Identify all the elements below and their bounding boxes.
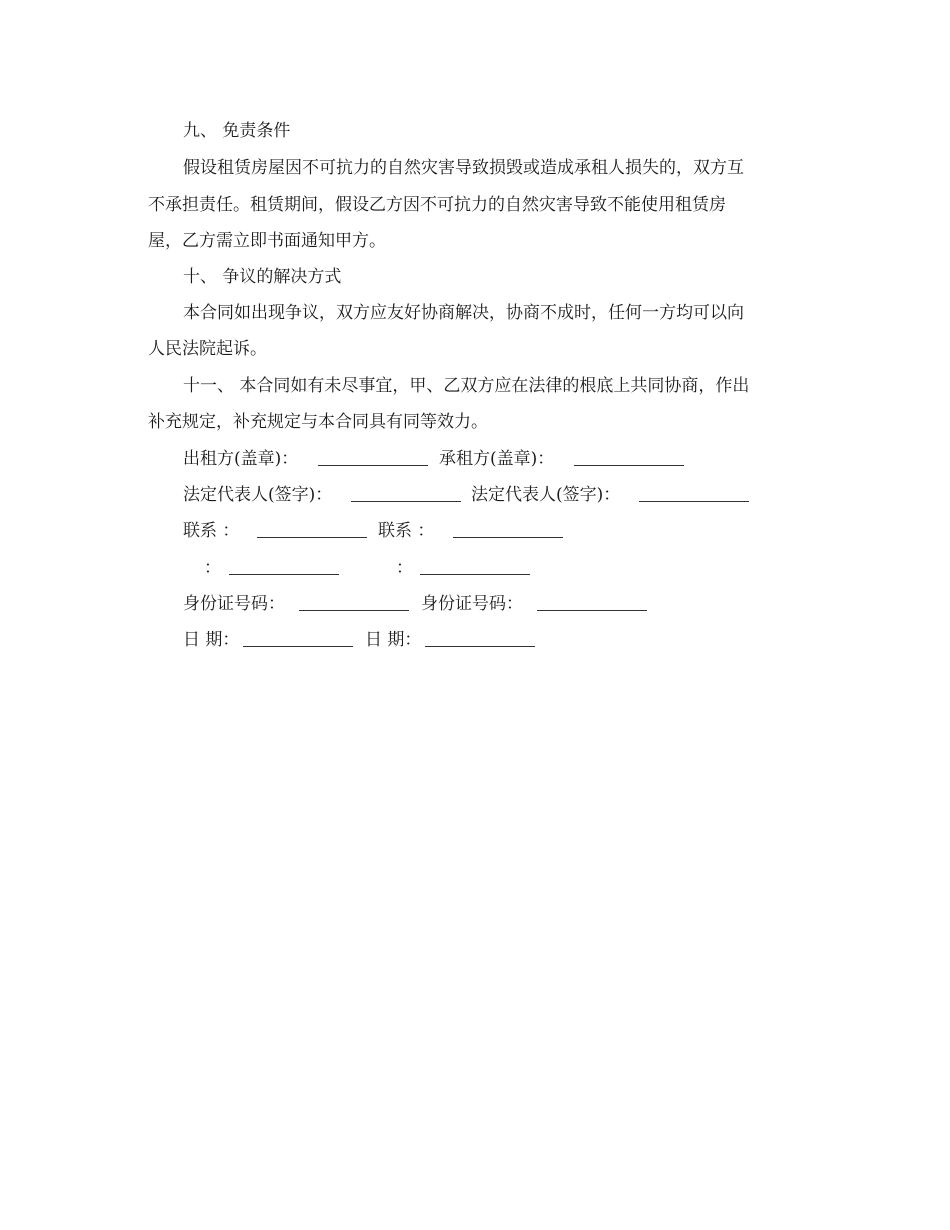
- section-nine-paragraph-line-1: 假设租赁房屋因不可抗力的自然灾害导致损毁或造成承租人损失的，双方互: [183, 158, 744, 178]
- section-eleven-line-1: 十一、 本合同如有未尽事宜，甲、乙双方应在法律的根底上共同协商，作出: [183, 376, 750, 396]
- lessor-id-blank[interactable]: [299, 610, 409, 611]
- lessor-extra-label: ：: [204, 558, 221, 578]
- lessee-id-label: 身份证号码：: [421, 594, 523, 614]
- lessee-extra-blank[interactable]: [420, 574, 530, 575]
- lessor-id-label: 身份证号码：: [183, 594, 285, 614]
- section-nine-paragraph-line-3: 屋，乙方需立即书面通知甲方。: [148, 231, 386, 251]
- section-eleven-line-2: 补充规定，补充规定与本合同具有同等效力。: [148, 412, 488, 432]
- lessee-rep-label: 法定代表人(签字)：: [471, 485, 621, 505]
- lessor-extra-blank[interactable]: [229, 574, 339, 575]
- lessee-contact-label: 联系 ：: [378, 521, 435, 541]
- lessee-extra-label: ：: [396, 558, 413, 578]
- lessor-date-label: 日 期：: [183, 630, 240, 650]
- section-ten-heading: 十、 争议的解决方式: [183, 267, 342, 287]
- lessee-rep-blank[interactable]: [639, 501, 749, 502]
- lessee-date-blank[interactable]: [425, 646, 535, 647]
- lessor-contact-label: 联系 ：: [183, 521, 240, 541]
- lessee-seal-blank[interactable]: [574, 465, 684, 466]
- lessor-seal-label: 出租方(盖章)：: [183, 449, 299, 469]
- lessor-rep-blank[interactable]: [351, 501, 461, 502]
- lessor-seal-blank[interactable]: [318, 465, 428, 466]
- section-nine-paragraph-line-2: 不承担责任。租赁期间，假设乙方因不可抗力的自然灾害导致不能使用租赁房: [148, 195, 726, 215]
- section-ten-paragraph-line-1: 本合同如出现争议，双方应友好协商解决，协商不成时，任何一方均可以向: [183, 303, 744, 323]
- section-ten-paragraph-line-2: 人民法院起诉。: [148, 339, 267, 359]
- lessee-seal-label: 承租方(盖章)：: [439, 449, 555, 469]
- lessor-rep-label: 法定代表人(签字)：: [183, 485, 333, 505]
- lessor-contact-blank[interactable]: [257, 537, 367, 538]
- lessee-date-label: 日 期：: [365, 630, 422, 650]
- lessee-id-blank[interactable]: [537, 610, 647, 611]
- lessee-contact-blank[interactable]: [453, 537, 563, 538]
- section-nine-heading: 九、 免责条件: [183, 121, 291, 141]
- lessor-date-blank[interactable]: [243, 646, 353, 647]
